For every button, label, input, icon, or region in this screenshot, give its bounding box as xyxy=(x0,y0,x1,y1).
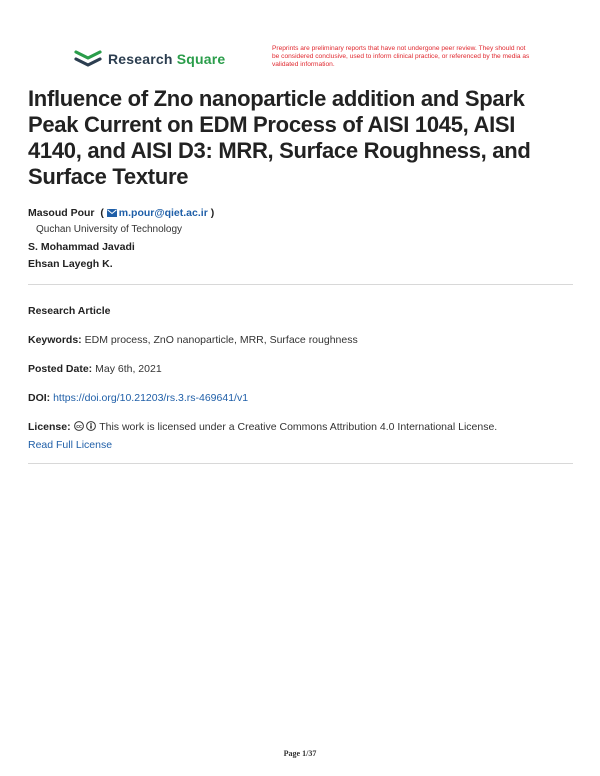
divider-top xyxy=(28,284,573,285)
posted-date-row xyxy=(28,363,162,375)
author-1-email-wrap: ( m.pour@qiet.ac.ir ) xyxy=(97,207,215,219)
author-1-affiliation: Quchan University of Technology xyxy=(36,224,183,235)
license-label: License: xyxy=(28,421,71,433)
attribution-icon xyxy=(86,421,96,431)
posted-date-value: May 6th, 2021 xyxy=(95,363,162,375)
license-row xyxy=(28,421,497,433)
logo-word-square: Square xyxy=(176,51,226,67)
keywords-row xyxy=(28,334,358,346)
doi-link[interactable]: https://doi.org/10.21203/rs.3.rs-469641/v1 xyxy=(53,392,249,404)
keywords-value: EDM process, ZnO nanoparticle, MRR, Surface roughness xyxy=(84,334,358,346)
author-3-name: Ehsan Layegh K. xyxy=(28,258,113,270)
author-1-name: Masoud Pour xyxy=(28,207,95,219)
author-1 xyxy=(28,207,214,219)
keywords-label: Keywords: xyxy=(28,334,82,346)
paper-title: Influence of Zno nanoparticle addition and Spark Peak Current on EDM Process of AISI 1045, AISI 4140, and AISI D3: MRR, Surface Roughness, and Surface Texture xyxy=(28,86,531,189)
research-square-logo[interactable] xyxy=(74,48,225,70)
doi-label: DOI: xyxy=(28,392,51,404)
page-number: Page 1/37 xyxy=(283,749,317,758)
license-text: This work is licensed under a Creative Commons Attribution 4.0 International License. xyxy=(99,421,498,433)
mail-icon xyxy=(107,209,117,217)
read-full-license-link[interactable]: Read Full License xyxy=(28,439,113,451)
author-1-email-link[interactable]: m.pour@qiet.ac.ir xyxy=(118,207,208,219)
doi-row xyxy=(28,392,248,404)
research-square-logo-icon xyxy=(74,48,102,70)
author-2-name: S. Mohammad Javadi xyxy=(28,241,135,253)
article-type: Research Article xyxy=(28,305,111,317)
posted-date-label: Posted Date: xyxy=(28,363,93,375)
svg-text:cc: cc xyxy=(75,424,82,430)
preprint-disclaimer: Preprints are preliminary reports that have not undergone peer review. They should not be considered conclusive, used to inform clinical practice, or referenced by the media as validated information. xyxy=(272,45,530,68)
logo-text xyxy=(108,51,225,67)
divider-bottom xyxy=(28,463,573,464)
logo-word-research: Research xyxy=(108,51,173,67)
creative-commons-icon xyxy=(74,421,84,431)
